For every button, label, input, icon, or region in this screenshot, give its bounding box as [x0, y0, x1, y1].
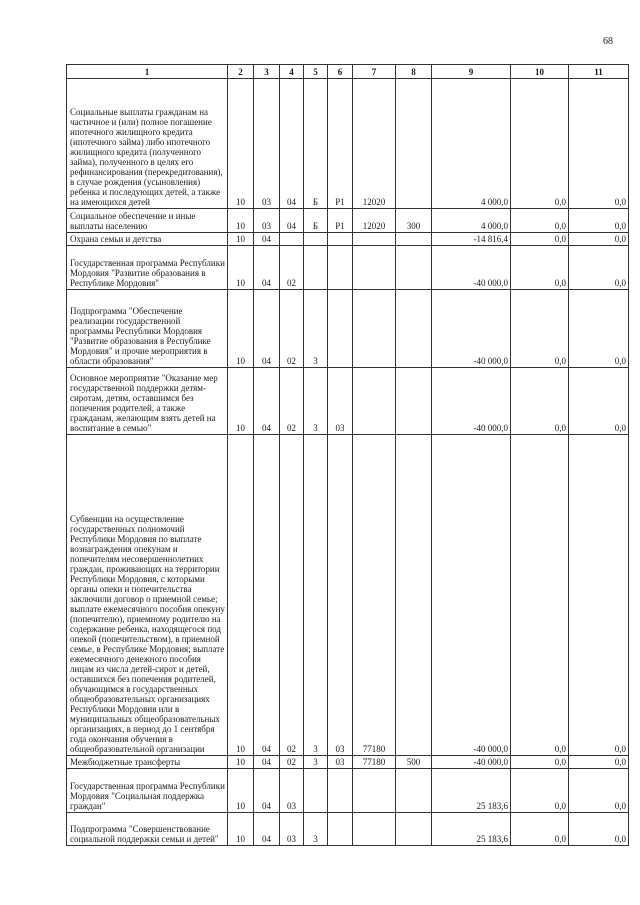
code-cell: [396, 813, 432, 846]
code-cell: [396, 769, 432, 813]
amount-cell: 0,0: [511, 209, 569, 233]
code-cell: 10: [228, 756, 254, 769]
code-cell: 04: [280, 79, 304, 209]
header-cell: 10: [511, 65, 569, 79]
code-cell: [328, 769, 353, 813]
code-cell: 10: [228, 813, 254, 846]
code-cell: 03: [328, 368, 353, 435]
code-cell: 04: [254, 368, 280, 435]
code-cell: 03: [254, 79, 280, 209]
code-cell: [328, 233, 353, 246]
amount-cell: 4 000,0: [432, 79, 511, 209]
row-name-cell: Подпрограмма "Обеспечение реализации государственной программы Республики Мордовия "Развитие образования в Республике Мордовия" и прочие мероприятия в области образования": [67, 290, 228, 368]
amount-cell: -14 816,4: [432, 233, 511, 246]
code-cell: Р1: [328, 209, 353, 233]
row-name-cell: Социальные выплаты гражданам на частичное и (или) полное погашение ипотечного жилищного кредита (ипотечного займа) либо ипотечного жилищного кредита (полученного займа), полученного в целях его рефинансирования (перекредитования), в случае рождения (усыновления) ребенка и последующих детей, а также на имеющихся детей: [67, 79, 228, 209]
code-cell: 04: [254, 769, 280, 813]
table-row: [67, 756, 629, 769]
header-cell: 1: [67, 65, 228, 79]
code-cell: 02: [280, 290, 304, 368]
code-cell: [396, 368, 432, 435]
code-cell: 03: [280, 769, 304, 813]
code-cell: 77180: [353, 435, 396, 756]
header-cell: 6: [328, 65, 353, 79]
row-name-cell: Охрана семьи и детства: [67, 233, 228, 246]
code-cell: Б: [304, 209, 328, 233]
amount-cell: 0,0: [569, 756, 629, 769]
code-cell: Р1: [328, 79, 353, 209]
code-cell: 03: [328, 435, 353, 756]
code-cell: 03: [280, 813, 304, 846]
code-cell: 04: [254, 246, 280, 290]
table-row: [67, 368, 629, 435]
amount-cell: 0,0: [511, 435, 569, 756]
amount-cell: 0,0: [569, 79, 629, 209]
code-cell: 3: [304, 290, 328, 368]
amount-cell: 0,0: [569, 368, 629, 435]
code-cell: 02: [280, 435, 304, 756]
code-cell: 10: [228, 769, 254, 813]
table-row: [67, 813, 629, 846]
amount-cell: -40 000,0: [432, 290, 511, 368]
code-cell: [353, 290, 396, 368]
code-cell: [396, 290, 432, 368]
row-name-cell: Межбюджетные трансферты: [67, 756, 228, 769]
code-cell: [353, 813, 396, 846]
code-cell: 10: [228, 209, 254, 233]
code-cell: 3: [304, 756, 328, 769]
table-row: [67, 769, 629, 813]
header-cell: 9: [432, 65, 511, 79]
table-header-row: [67, 65, 629, 79]
amount-cell: -40 000,0: [432, 368, 511, 435]
header-cell: 11: [569, 65, 629, 79]
code-cell: 77180: [353, 756, 396, 769]
amount-cell: 0,0: [569, 209, 629, 233]
code-cell: 3: [304, 813, 328, 846]
amount-cell: 0,0: [511, 813, 569, 846]
row-name-cell: Субвенции на осуществление государственных полномочий Республики Мордовия по выплате вознаграждения опекунам и попечителям несовершеннолетних граждан, проживающих на территории Республики Мордовия, с которыми органы опеки и попечительства заключили договор о приемной семье; выплате ежемесячного пособия опекуну (попечителю), приемному родителю на содержание ребенка, находящегося под опекой (попечительством), в приемной семье, в Республике Мордовия; выплате ежемесячного денежного пособия лицам из числа детей-сирот и детей, оставшихся без попечения родителей, обучающимся в государственных общеобразовательных организациях Республики Мордовия или в муниципальных общеобразовательных организациях, в период до 1 сентября года окончания обучения в общеобразовательной организации: [67, 435, 228, 756]
code-cell: [396, 435, 432, 756]
code-cell: [328, 813, 353, 846]
code-cell: 10: [228, 435, 254, 756]
amount-cell: 0,0: [511, 246, 569, 290]
amount-cell: -40 000,0: [432, 756, 511, 769]
page-number: 68: [603, 36, 613, 47]
amount-cell: -40 000,0: [432, 435, 511, 756]
code-cell: [304, 233, 328, 246]
code-cell: 02: [280, 368, 304, 435]
header-cell: 4: [280, 65, 304, 79]
row-name-cell: Основное мероприятие "Оказание мер государственной поддержки детям-сиротам, детям, оставшимся без попечения родителей, а также гражданам, желающим взять детей на воспитание в семью": [67, 368, 228, 435]
header-cell: 8: [396, 65, 432, 79]
code-cell: [328, 246, 353, 290]
amount-cell: 0,0: [569, 246, 629, 290]
code-cell: [396, 233, 432, 246]
code-cell: 04: [280, 209, 304, 233]
code-cell: 10: [228, 246, 254, 290]
amount-cell: 25 183,6: [432, 769, 511, 813]
code-cell: 04: [254, 756, 280, 769]
code-cell: Б: [304, 79, 328, 209]
amount-cell: 0,0: [511, 290, 569, 368]
code-cell: [304, 769, 328, 813]
amount-cell: 0,0: [569, 813, 629, 846]
budget-table: [66, 64, 629, 846]
amount-cell: 0,0: [511, 756, 569, 769]
amount-cell: 0,0: [511, 769, 569, 813]
table-row: [67, 233, 629, 246]
table-row: [67, 290, 629, 368]
code-cell: [353, 368, 396, 435]
code-cell: 04: [254, 233, 280, 246]
header-cell: 2: [228, 65, 254, 79]
code-cell: 03: [254, 209, 280, 233]
code-cell: 10: [228, 290, 254, 368]
code-cell: 02: [280, 756, 304, 769]
header-cell: 3: [254, 65, 280, 79]
code-cell: 12020: [353, 79, 396, 209]
table-row: [67, 79, 629, 209]
code-cell: [328, 290, 353, 368]
code-cell: [396, 79, 432, 209]
code-cell: 3: [304, 368, 328, 435]
amount-cell: -40 000,0: [432, 246, 511, 290]
amount-cell: 0,0: [511, 79, 569, 209]
table-row: [67, 209, 629, 233]
code-cell: 10: [228, 233, 254, 246]
amount-cell: 0,0: [569, 290, 629, 368]
amount-cell: 0,0: [569, 769, 629, 813]
code-cell: [353, 233, 396, 246]
row-name-cell: Государственная программа Республики Мордовия "Социальная поддержка граждан": [67, 769, 228, 813]
code-cell: 04: [254, 813, 280, 846]
code-cell: 10: [228, 368, 254, 435]
table-row: [67, 435, 629, 756]
code-cell: 12020: [353, 209, 396, 233]
amount-cell: 0,0: [569, 435, 629, 756]
code-cell: 3: [304, 435, 328, 756]
code-cell: 10: [228, 79, 254, 209]
amount-cell: 4 000,0: [432, 209, 511, 233]
code-cell: 02: [280, 246, 304, 290]
code-cell: [280, 233, 304, 246]
table-row: [67, 246, 629, 290]
row-name-cell: Социальное обеспечение и иные выплаты населению: [67, 209, 228, 233]
code-cell: [353, 246, 396, 290]
code-cell: 500: [396, 756, 432, 769]
amount-cell: 0,0: [511, 233, 569, 246]
code-cell: 300: [396, 209, 432, 233]
code-cell: [396, 246, 432, 290]
code-cell: [304, 246, 328, 290]
code-cell: 03: [328, 756, 353, 769]
row-name-cell: Подпрограмма "Совершенствование социальной поддержки семьи и детей": [67, 813, 228, 846]
amount-cell: 25 183,6: [432, 813, 511, 846]
amount-cell: 0,0: [511, 368, 569, 435]
code-cell: 04: [254, 435, 280, 756]
header-cell: 5: [304, 65, 328, 79]
code-cell: [353, 769, 396, 813]
amount-cell: 0,0: [569, 233, 629, 246]
row-name-cell: Государственная программа Республики Мордовия "Развитие образования в Республике Мордовия": [67, 246, 228, 290]
code-cell: 04: [254, 290, 280, 368]
header-cell: 7: [353, 65, 396, 79]
